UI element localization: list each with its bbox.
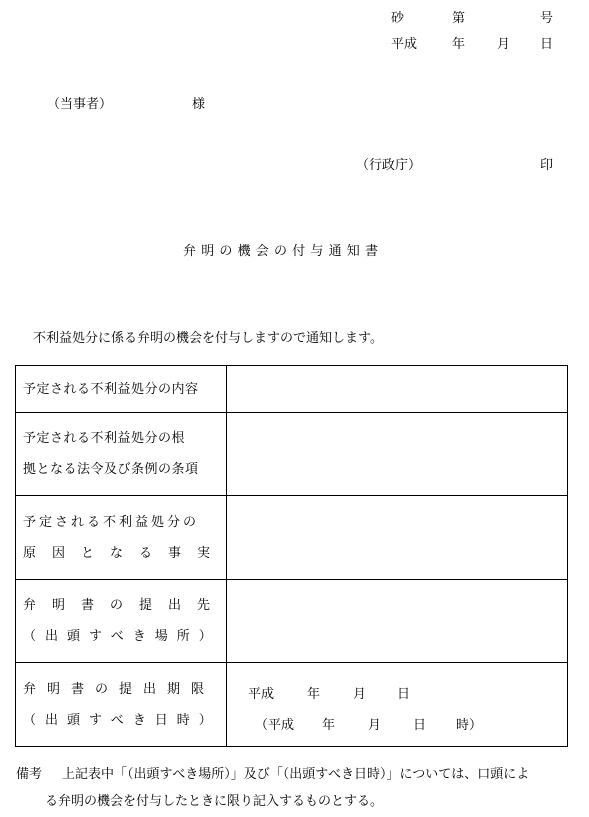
row-label-content xyxy=(16,366,227,413)
date-month: 月 xyxy=(497,37,511,52)
date-day: 日 xyxy=(540,37,554,52)
date-era: 平成 xyxy=(391,37,418,52)
deadline-month: 月 xyxy=(353,686,367,702)
issuer-seal: 印 xyxy=(540,158,554,173)
document-title: 弁明の機会の付与通知書 xyxy=(183,244,384,259)
row-value-legal-basis xyxy=(227,413,568,496)
details-table xyxy=(15,365,568,747)
deadline-day: 日 xyxy=(397,686,411,702)
note-line-2: る弁明の機会を付与したときに限り記入するものとする。 xyxy=(45,794,384,809)
doc-number-suffix: 号 xyxy=(540,11,554,26)
intro-text: 不利益処分に係る弁明の機会を付与しますので通知します。 xyxy=(33,331,383,346)
row-label-line: 拠となる法令及び条例の条項 xyxy=(23,462,199,477)
appearance-hour: 時） xyxy=(456,717,483,733)
row-label-facts xyxy=(16,496,227,580)
appearance-era: （平成 xyxy=(255,717,295,733)
row-value-submit-to xyxy=(227,580,568,663)
recipient-honorific: 様 xyxy=(192,97,206,112)
row-label-line: 予定される不利益処分の内容 xyxy=(23,381,199,397)
note-label: 備考 xyxy=(16,767,43,782)
row-label-line: 原因となる事実 xyxy=(23,545,227,561)
row-value-facts xyxy=(227,496,568,580)
date-year: 年 xyxy=(452,37,466,52)
recipient-party: （当事者） xyxy=(47,97,113,112)
table-row xyxy=(16,496,568,580)
row-value-content xyxy=(227,366,568,413)
deadline-era: 平成 xyxy=(248,686,275,702)
row-value-deadline xyxy=(227,663,568,747)
doc-number-prefix: 砂 xyxy=(391,11,405,26)
deadline-year: 年 xyxy=(307,686,321,702)
table-row xyxy=(16,366,568,413)
doc-number-mid: 第 xyxy=(452,11,466,26)
row-label-line: 弁明書の提出期限 xyxy=(23,681,216,697)
row-label-line: 予定される不利益処分の xyxy=(23,514,200,530)
table-row xyxy=(16,663,568,747)
table-row xyxy=(16,580,568,663)
issuer-agency: （行政庁） xyxy=(356,158,422,173)
table-row xyxy=(16,413,568,496)
row-label-line: （出頭すべき日時） xyxy=(23,712,221,728)
row-label-line: 弁明書の提出先 xyxy=(23,598,227,613)
appearance-year: 年 xyxy=(322,717,336,733)
row-label-legal-basis xyxy=(16,413,227,496)
appearance-month: 月 xyxy=(368,717,382,733)
row-label-deadline xyxy=(16,663,227,747)
row-label-line: 予定される不利益処分の根 xyxy=(23,431,186,446)
row-label-submit-to xyxy=(16,580,227,663)
note-line-1: 上記表中「（出頭すべき場所）」及び「（出頭すべき日時）」については、口頭によ xyxy=(62,767,530,782)
appearance-day: 日 xyxy=(413,717,427,733)
row-label-line: （出頭すべき場所） xyxy=(23,629,221,644)
